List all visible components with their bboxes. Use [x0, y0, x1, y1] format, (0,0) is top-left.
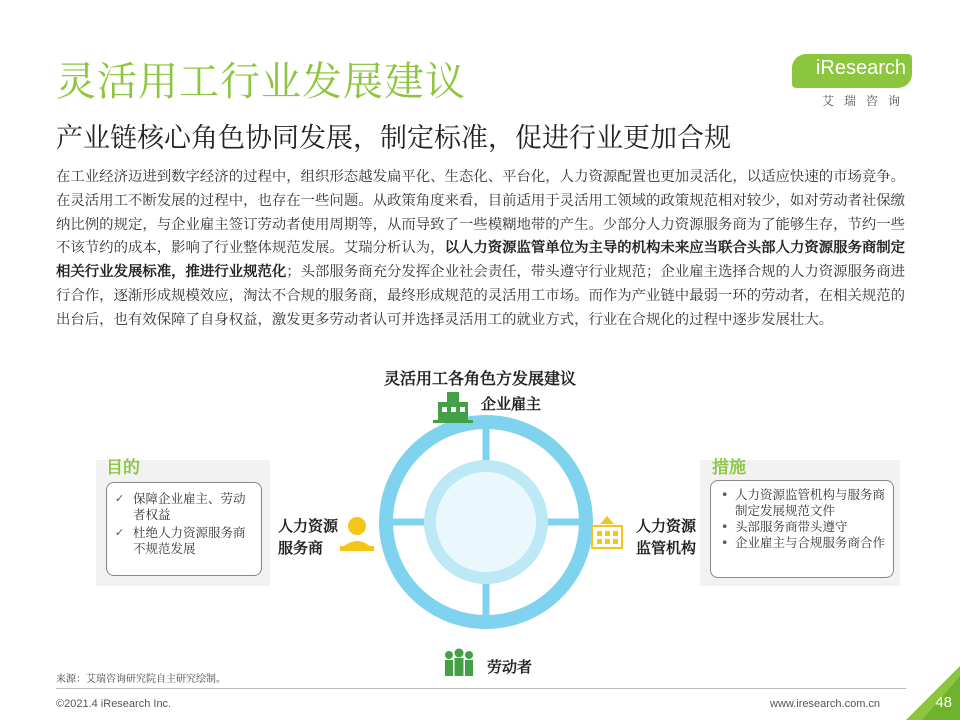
diagram-title: 灵活用工各角色方发展建议 — [383, 369, 576, 388]
building-icon — [433, 392, 473, 423]
measures-panel — [700, 460, 900, 586]
footer-divider — [56, 688, 906, 689]
body-text-part1: 在工业经济迈进到数字经济的过程中，组织形态越发扁平化、生态化、平台化，人力资源配置也更加灵活化，以适应快速的市场竞争。在灵活用工不断发展的过程中，也存在一些问题。从政策角度来看，目前适用于灵活用工领域的政策规范相对较少，如对劳动者社保缴纳比例的规定，与企业雇主签订劳动者使用周期等，从而导致了一些模糊地带的产生。少部分人力资源服务商为了能够生存，节约一些不该节约的成本，影响了行业整体规范发展。艾瑞分析认为， — [56, 169, 906, 257]
role-provider-line1: 人力资源 — [278, 517, 339, 535]
source-note: 来源：艾瑞咨询研究院自主研究绘制。 — [56, 674, 226, 685]
measure-item: • 人力资源监管机构与服务商制定发展规范文件 — [719, 487, 887, 519]
copyright: ©2021.4 iResearch Inc. — [56, 698, 172, 710]
workers-icon — [445, 649, 473, 677]
website-url: www.iresearch.com.cn — [770, 698, 881, 710]
role-worker: 劳动者 — [487, 658, 533, 676]
goal-item: ✓ 杜绝人力资源服务商不规范发展 — [115, 525, 255, 557]
role-employer: 企业雇主 — [481, 395, 542, 413]
role-provider — [278, 515, 338, 559]
logo-text: iResearch — [815, 57, 906, 79]
measures-list-box — [710, 480, 894, 578]
role-regulator-line2: 监管机构 — [636, 539, 697, 557]
page-subtitle: 产业链核心角色协同发展，制定标准，促进行业更加合规 — [56, 123, 731, 154]
corner-triangle — [906, 666, 960, 720]
body-text-emphasis: 以人力资源监管单位为主导的机构未来应当联合头部人力资源服务商制定相关行业发展标准，推进行业规范化 — [56, 240, 906, 281]
goal-item: ✓ 保障企业雇主、劳动者权益 — [115, 491, 255, 523]
goals-panel — [96, 460, 270, 586]
goals-heading: 目的 — [106, 458, 140, 478]
logo-subtitle: 艾瑞咨询 — [821, 94, 910, 108]
goals-list-box — [106, 482, 262, 576]
page-title: 灵活用工行业发展建议 — [56, 59, 466, 105]
measures-heading: 措施 — [712, 458, 746, 478]
role-regulator-line1: 人力资源 — [636, 517, 697, 535]
regulator-icon — [592, 516, 622, 548]
measures-list — [719, 487, 887, 551]
role-provider-line2: 服务商 — [278, 539, 324, 557]
person-icon — [340, 517, 374, 551]
body-text-part2: ；头部服务商充分发挥企业社会责任，带头遵守行业规范；企业雇主选择合规的人力资源服务商进行合作，逐渐形成规模效应，淘汰不合规的服务商，最终形成规范的灵活用工市场。而作为产业链中最弱一环的劳动者，在相关规范的出台后，也有效保障了自身权益，激发更多劳动者认可并选择灵活用工的就业方式，行业在合规化的过程中逐步发展壮大。 — [56, 264, 906, 328]
measure-item: • 企业雇主与合规服务商合作 — [719, 535, 887, 551]
goals-list — [115, 491, 255, 557]
role-regulator — [636, 515, 696, 559]
page-number: 48 — [935, 694, 952, 711]
inner-ring — [430, 466, 542, 578]
measure-item: • 头部服务商带头遵守 — [719, 519, 887, 535]
